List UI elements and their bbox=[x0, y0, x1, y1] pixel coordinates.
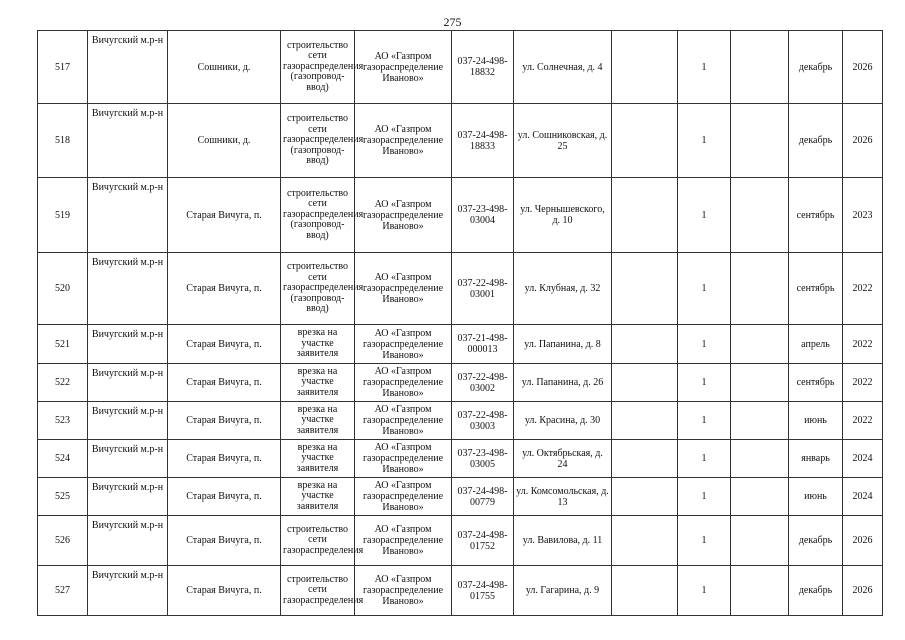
month-cell: сентябрь bbox=[789, 364, 843, 402]
year-cell: 2022 bbox=[843, 402, 883, 440]
month-cell: декабрь bbox=[789, 104, 843, 178]
organization-cell: АО «Газпром газораспределение Иваново» bbox=[355, 325, 452, 364]
district-cell: Вичугский м.р-н bbox=[88, 31, 168, 104]
month-cell: январь bbox=[789, 440, 843, 478]
work-type-cell: врезка на участке заявителя bbox=[281, 440, 355, 478]
address-cell: ул. Вавилова, д. 11 bbox=[514, 516, 612, 566]
empty-cell bbox=[612, 178, 678, 253]
empty-cell bbox=[612, 325, 678, 364]
work-type-cell: врезка на участке заявителя bbox=[281, 402, 355, 440]
year-cell: 2026 bbox=[843, 566, 883, 616]
address-cell: ул. Сошниковская, д. 25 bbox=[514, 104, 612, 178]
quantity-cell: 1 bbox=[678, 478, 731, 516]
table-row bbox=[38, 440, 883, 478]
district-cell: Вичугский м.р-н bbox=[88, 178, 168, 253]
table-row bbox=[38, 516, 883, 566]
empty-cell bbox=[731, 31, 789, 104]
district-cell: Вичугский м.р-н bbox=[88, 478, 168, 516]
data-table bbox=[37, 30, 883, 616]
locality-cell: Сошники, д. bbox=[168, 31, 281, 104]
empty-cell bbox=[612, 402, 678, 440]
work-type-cell: врезка на участке заявителя bbox=[281, 364, 355, 402]
table-row bbox=[38, 402, 883, 440]
year-cell: 2022 bbox=[843, 364, 883, 402]
year-cell: 2024 bbox=[843, 478, 883, 516]
address-cell: ул. Гагарина, д. 9 bbox=[514, 566, 612, 616]
request-code-cell: 037-22-498-03002 bbox=[452, 364, 514, 402]
district-cell: Вичугский м.р-н bbox=[88, 104, 168, 178]
work-type-cell: строительство сети газораспределения (газопровод-ввод) bbox=[281, 104, 355, 178]
quantity-cell: 1 bbox=[678, 104, 731, 178]
row-number-cell: 521 bbox=[38, 325, 88, 364]
empty-cell bbox=[731, 440, 789, 478]
year-cell: 2022 bbox=[843, 253, 883, 325]
request-code-cell: 037-23-498-03005 bbox=[452, 440, 514, 478]
table-row bbox=[38, 566, 883, 616]
locality-cell: Старая Вичуга, п. bbox=[168, 178, 281, 253]
table-row bbox=[38, 364, 883, 402]
quantity-cell: 1 bbox=[678, 402, 731, 440]
table-row bbox=[38, 478, 883, 516]
request-code-cell: 037-22-498-03001 bbox=[452, 253, 514, 325]
locality-cell: Старая Вичуга, п. bbox=[168, 402, 281, 440]
year-cell: 2023 bbox=[843, 178, 883, 253]
request-code-cell: 037-24-498-01755 bbox=[452, 566, 514, 616]
year-cell: 2024 bbox=[843, 440, 883, 478]
request-code-cell: 037-24-498-00779 bbox=[452, 478, 514, 516]
organization-cell: АО «Газпром газораспределение Иваново» bbox=[355, 104, 452, 178]
table-row bbox=[38, 253, 883, 325]
work-type-cell: врезка на участке заявителя bbox=[281, 478, 355, 516]
address-cell: ул. Октябрьская, д. 24 bbox=[514, 440, 612, 478]
quantity-cell: 1 bbox=[678, 566, 731, 616]
work-type-cell: строительство сети газораспределения (газопровод-ввод) bbox=[281, 31, 355, 104]
empty-cell bbox=[731, 364, 789, 402]
empty-cell bbox=[731, 478, 789, 516]
organization-cell: АО «Газпром газораспределение Иваново» bbox=[355, 253, 452, 325]
organization-cell: АО «Газпром газораспределение Иваново» bbox=[355, 440, 452, 478]
quantity-cell: 1 bbox=[678, 325, 731, 364]
year-cell: 2026 bbox=[843, 516, 883, 566]
request-code-cell: 037-24-498-18833 bbox=[452, 104, 514, 178]
row-number-cell: 520 bbox=[38, 253, 88, 325]
empty-cell bbox=[731, 516, 789, 566]
empty-cell bbox=[612, 31, 678, 104]
work-type-cell: врезка на участке заявителя bbox=[281, 325, 355, 364]
year-cell: 2022 bbox=[843, 325, 883, 364]
locality-cell: Старая Вичуга, п. bbox=[168, 364, 281, 402]
empty-cell bbox=[731, 325, 789, 364]
row-number-cell: 522 bbox=[38, 364, 88, 402]
empty-cell bbox=[612, 104, 678, 178]
empty-cell bbox=[731, 402, 789, 440]
district-cell: Вичугский м.р-н bbox=[88, 402, 168, 440]
address-cell: ул. Красина, д. 30 bbox=[514, 402, 612, 440]
district-cell: Вичугский м.р-н bbox=[88, 440, 168, 478]
table-row bbox=[38, 31, 883, 104]
quantity-cell: 1 bbox=[678, 516, 731, 566]
work-type-cell: строительство сети газораспределения (газопровод-ввод) bbox=[281, 178, 355, 253]
row-number-cell: 518 bbox=[38, 104, 88, 178]
locality-cell: Старая Вичуга, п. bbox=[168, 566, 281, 616]
address-cell: ул. Комсомольская, д. 13 bbox=[514, 478, 612, 516]
row-number-cell: 524 bbox=[38, 440, 88, 478]
district-cell: Вичугский м.р-н bbox=[88, 325, 168, 364]
organization-cell: АО «Газпром газораспределение Иваново» bbox=[355, 566, 452, 616]
district-cell: Вичугский м.р-н bbox=[88, 566, 168, 616]
month-cell: сентябрь bbox=[789, 253, 843, 325]
row-number-cell: 525 bbox=[38, 478, 88, 516]
district-cell: Вичугский м.р-н bbox=[88, 253, 168, 325]
request-code-cell: 037-23-498-03004 bbox=[452, 178, 514, 253]
table-row bbox=[38, 178, 883, 253]
organization-cell: АО «Газпром газораспределение Иваново» bbox=[355, 31, 452, 104]
month-cell: июнь bbox=[789, 402, 843, 440]
organization-cell: АО «Газпром газораспределение Иваново» bbox=[355, 402, 452, 440]
district-cell: Вичугский м.р-н bbox=[88, 364, 168, 402]
row-number-cell: 523 bbox=[38, 402, 88, 440]
quantity-cell: 1 bbox=[678, 253, 731, 325]
year-cell: 2026 bbox=[843, 31, 883, 104]
locality-cell: Старая Вичуга, п. bbox=[168, 325, 281, 364]
quantity-cell: 1 bbox=[678, 178, 731, 253]
request-code-cell: 037-21-498-000013 bbox=[452, 325, 514, 364]
locality-cell: Старая Вичуга, п. bbox=[168, 516, 281, 566]
empty-cell bbox=[612, 440, 678, 478]
work-type-cell: строительство сети газораспределения (газопровод-ввод) bbox=[281, 253, 355, 325]
locality-cell: Старая Вичуга, п. bbox=[168, 253, 281, 325]
empty-cell bbox=[731, 566, 789, 616]
locality-cell: Старая Вичуга, п. bbox=[168, 478, 281, 516]
year-cell: 2026 bbox=[843, 104, 883, 178]
table-row bbox=[38, 325, 883, 364]
work-type-cell: строительство сети газораспределения bbox=[281, 566, 355, 616]
empty-cell bbox=[612, 253, 678, 325]
quantity-cell: 1 bbox=[678, 364, 731, 402]
row-number-cell: 526 bbox=[38, 516, 88, 566]
row-number-cell: 517 bbox=[38, 31, 88, 104]
organization-cell: АО «Газпром газораспределение Иваново» bbox=[355, 364, 452, 402]
empty-cell bbox=[731, 104, 789, 178]
address-cell: ул. Клубная, д. 32 bbox=[514, 253, 612, 325]
locality-cell: Сошники, д. bbox=[168, 104, 281, 178]
month-cell: декабрь bbox=[789, 566, 843, 616]
district-cell: Вичугский м.р-н bbox=[88, 516, 168, 566]
work-type-cell: строительство сети газораспределения bbox=[281, 516, 355, 566]
month-cell: сентябрь bbox=[789, 178, 843, 253]
request-code-cell: 037-24-498-01752 bbox=[452, 516, 514, 566]
empty-cell bbox=[731, 253, 789, 325]
row-number-cell: 527 bbox=[38, 566, 88, 616]
organization-cell: АО «Газпром газораспределение Иваново» bbox=[355, 478, 452, 516]
address-cell: ул. Папанина, д. 26 bbox=[514, 364, 612, 402]
quantity-cell: 1 bbox=[678, 31, 731, 104]
address-cell: ул. Чернышевского, д. 10 bbox=[514, 178, 612, 253]
address-cell: ул. Солнечная, д. 4 bbox=[514, 31, 612, 104]
empty-cell bbox=[731, 178, 789, 253]
month-cell: декабрь bbox=[789, 31, 843, 104]
address-cell: ул. Папанина, д. 8 bbox=[514, 325, 612, 364]
request-code-cell: 037-22-498-03003 bbox=[452, 402, 514, 440]
page-number: 275 bbox=[443, 15, 462, 29]
organization-cell: АО «Газпром газораспределение Иваново» bbox=[355, 516, 452, 566]
empty-cell bbox=[612, 478, 678, 516]
table-row bbox=[38, 104, 883, 178]
request-code-cell: 037-24-498-18832 bbox=[452, 31, 514, 104]
row-number-cell: 519 bbox=[38, 178, 88, 253]
locality-cell: Старая Вичуга, п. bbox=[168, 440, 281, 478]
organization-cell: АО «Газпром газораспределение Иваново» bbox=[355, 178, 452, 253]
month-cell: апрель bbox=[789, 325, 843, 364]
quantity-cell: 1 bbox=[678, 440, 731, 478]
empty-cell bbox=[612, 516, 678, 566]
empty-cell bbox=[612, 364, 678, 402]
empty-cell bbox=[612, 566, 678, 616]
month-cell: июнь bbox=[789, 478, 843, 516]
month-cell: декабрь bbox=[789, 516, 843, 566]
